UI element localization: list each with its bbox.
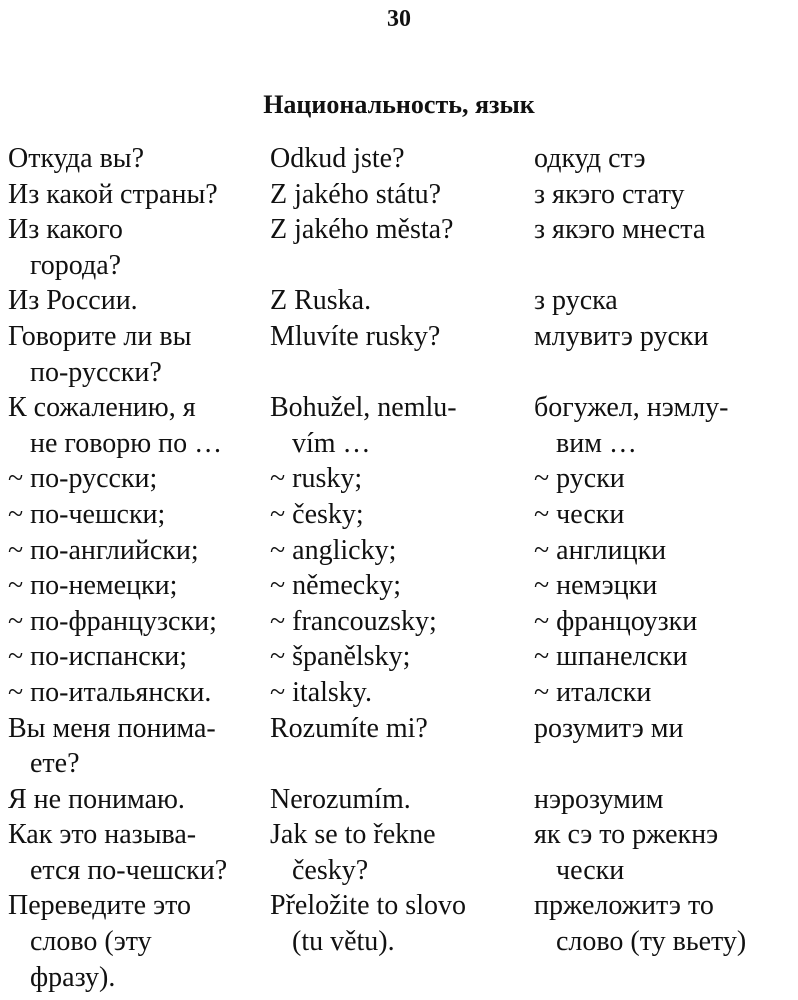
russian-text-line: фразу). bbox=[30, 961, 116, 993]
transcription-text-line: ~ немэцки bbox=[534, 570, 658, 602]
phrase-row bbox=[8, 639, 798, 675]
russian-cell bbox=[8, 888, 270, 995]
transcription-text-line: пржеложитэ то bbox=[534, 890, 714, 922]
russian-text-line: по-русски? bbox=[30, 356, 162, 388]
transcription-text-line: млувитэ руски bbox=[534, 320, 709, 352]
czech-cell bbox=[270, 888, 534, 995]
transcription-text-line: розумитэ ми bbox=[534, 712, 684, 744]
czech-cell bbox=[270, 568, 534, 604]
russian-cell bbox=[8, 568, 270, 604]
czech-cell bbox=[270, 604, 534, 640]
phrase-row bbox=[8, 390, 798, 461]
czech-cell bbox=[270, 817, 534, 888]
transcription-text-line: ~ чески bbox=[534, 498, 625, 530]
czech-cell bbox=[270, 533, 534, 569]
russian-cell bbox=[8, 604, 270, 640]
czech-text-line: Nerozumím. bbox=[270, 783, 411, 815]
transcription-text-line: ~ англицки bbox=[534, 534, 667, 566]
czech-text-line: Rozumíte mi? bbox=[270, 712, 428, 744]
czech-text-line: (tu větu). bbox=[292, 926, 395, 958]
phrase-row bbox=[8, 817, 798, 888]
transcription-text-line: нэрозумим bbox=[534, 783, 664, 815]
transcription-cell bbox=[534, 604, 798, 640]
russian-text-line: ~ по-чешски; bbox=[8, 498, 166, 530]
russian-text-line: ется по-чешски? bbox=[30, 854, 228, 886]
transcription-cell bbox=[534, 675, 798, 711]
czech-text-line: Bohužel, nemlu- bbox=[270, 392, 457, 424]
czech-text-line: Přeložite to slovo bbox=[270, 890, 466, 922]
transcription-text-line: вим … bbox=[556, 427, 637, 459]
czech-text-line: Z jakého města? bbox=[270, 214, 454, 246]
czech-text-line: ~ španělsky; bbox=[270, 641, 411, 673]
phrase-row bbox=[8, 533, 798, 569]
russian-cell bbox=[8, 212, 270, 283]
russian-text-line: Из России. bbox=[8, 285, 138, 317]
czech-cell bbox=[270, 141, 534, 177]
transcription-text-line: ~ италски bbox=[534, 676, 652, 708]
transcription-cell bbox=[534, 177, 798, 213]
russian-cell bbox=[8, 782, 270, 818]
russian-cell bbox=[8, 319, 270, 390]
transcription-cell bbox=[534, 817, 798, 888]
russian-text-line: города? bbox=[30, 249, 122, 281]
transcription-cell bbox=[534, 319, 798, 390]
russian-text-line: К сожалению, я bbox=[8, 392, 196, 424]
czech-cell bbox=[270, 497, 534, 533]
transcription-cell bbox=[534, 782, 798, 818]
transcription-text-line: ~ руски bbox=[534, 463, 625, 495]
transcription-text-line: одкуд стэ bbox=[534, 143, 646, 174]
transcription-text-line: з якэго стату bbox=[534, 178, 685, 210]
russian-text-line: ~ по-русски; bbox=[8, 463, 158, 495]
phrase-table bbox=[8, 141, 798, 995]
transcription-cell bbox=[534, 497, 798, 533]
section-heading: Национальность, язык bbox=[263, 90, 535, 119]
russian-text-line: ете? bbox=[30, 748, 80, 780]
transcription-cell bbox=[534, 568, 798, 604]
czech-text-line: ~ italsky. bbox=[270, 676, 372, 708]
russian-cell bbox=[8, 639, 270, 675]
czech-text-line: Odkud jste? bbox=[270, 143, 405, 174]
transcription-text-line: з руска bbox=[534, 285, 618, 317]
russian-text-line: ~ по-английски; bbox=[8, 534, 199, 566]
czech-cell bbox=[270, 177, 534, 213]
czech-text-line: ~ rusky; bbox=[270, 463, 363, 495]
czech-text-line: vím … bbox=[292, 427, 371, 459]
czech-text-line: Z Ruska. bbox=[270, 285, 372, 317]
russian-cell bbox=[8, 497, 270, 533]
czech-cell bbox=[270, 212, 534, 283]
czech-text-line: Z jakého státu? bbox=[270, 178, 442, 210]
russian-cell bbox=[8, 177, 270, 213]
czech-cell bbox=[270, 461, 534, 497]
phrase-row bbox=[8, 675, 798, 711]
russian-text-line: ~ по-испански; bbox=[8, 641, 188, 673]
russian-text-line: Говорите ли вы bbox=[8, 320, 192, 352]
russian-text-line: Вы меня понима- bbox=[8, 712, 216, 744]
transcription-cell bbox=[534, 283, 798, 319]
czech-text-line: ~ francouzsky; bbox=[270, 605, 437, 637]
transcription-text-line: богужел, нэмлу- bbox=[534, 392, 729, 424]
phrase-row bbox=[8, 319, 798, 390]
phrase-row bbox=[8, 141, 798, 177]
czech-text-line: česky? bbox=[292, 854, 369, 886]
czech-cell bbox=[270, 283, 534, 319]
russian-cell bbox=[8, 533, 270, 569]
transcription-text-line: слово (ту вьету) bbox=[556, 926, 747, 958]
czech-text-line: ~ německy; bbox=[270, 570, 401, 602]
czech-text-line: ~ česky; bbox=[270, 498, 364, 530]
czech-text-line: Mluvíte rusky? bbox=[270, 320, 441, 352]
russian-text-line: не говорю по … bbox=[30, 427, 223, 459]
transcription-text-line: як сэ то ржекнэ bbox=[534, 819, 719, 851]
phrase-row bbox=[8, 461, 798, 497]
russian-text-line: Как это называ- bbox=[8, 819, 197, 851]
transcription-text-line: чески bbox=[556, 854, 625, 886]
russian-text-line: Из какой страны? bbox=[8, 178, 218, 210]
phrase-row bbox=[8, 888, 798, 995]
transcription-cell bbox=[534, 212, 798, 283]
russian-cell bbox=[8, 675, 270, 711]
czech-cell bbox=[270, 782, 534, 818]
phrase-row bbox=[8, 497, 798, 533]
transcription-cell bbox=[534, 888, 798, 995]
transcription-cell bbox=[534, 533, 798, 569]
russian-text-line: Откуда вы? bbox=[8, 143, 145, 174]
phrase-row bbox=[8, 212, 798, 283]
czech-cell bbox=[270, 319, 534, 390]
russian-text-line: Из какого bbox=[8, 214, 123, 246]
russian-cell bbox=[8, 141, 270, 177]
russian-text-line: ~ по-немецки; bbox=[8, 570, 178, 602]
russian-cell bbox=[8, 390, 270, 461]
page-number: 30 bbox=[387, 6, 411, 32]
russian-text-line: Переведите это bbox=[8, 890, 191, 922]
phrase-row bbox=[8, 782, 798, 818]
czech-text-line: ~ anglicky; bbox=[270, 534, 397, 566]
transcription-text-line: ~ францоузки bbox=[534, 605, 698, 637]
russian-cell bbox=[8, 711, 270, 782]
phrase-row bbox=[8, 568, 798, 604]
czech-cell bbox=[270, 639, 534, 675]
russian-cell bbox=[8, 283, 270, 319]
czech-text-line: Jak se to řekne bbox=[270, 819, 436, 851]
russian-text-line: Я не понимаю. bbox=[8, 783, 185, 815]
russian-text-line: слово (эту bbox=[30, 926, 152, 958]
russian-cell bbox=[8, 817, 270, 888]
czech-cell bbox=[270, 390, 534, 461]
phrase-row bbox=[8, 283, 798, 319]
czech-cell bbox=[270, 675, 534, 711]
phrase-row bbox=[8, 177, 798, 213]
transcription-cell bbox=[534, 639, 798, 675]
phrase-row bbox=[8, 604, 798, 640]
transcription-cell bbox=[534, 390, 798, 461]
czech-cell bbox=[270, 711, 534, 782]
phrase-row bbox=[8, 711, 798, 782]
russian-text-line: ~ по-французски; bbox=[8, 605, 217, 637]
russian-cell bbox=[8, 461, 270, 497]
transcription-cell bbox=[534, 461, 798, 497]
transcription-text-line: з якэго мнеста bbox=[534, 214, 706, 246]
transcription-cell bbox=[534, 141, 798, 177]
transcription-cell bbox=[534, 711, 798, 782]
russian-text-line: ~ по-итальянски. bbox=[8, 676, 212, 708]
transcription-text-line: ~ шпанелски bbox=[534, 641, 688, 673]
